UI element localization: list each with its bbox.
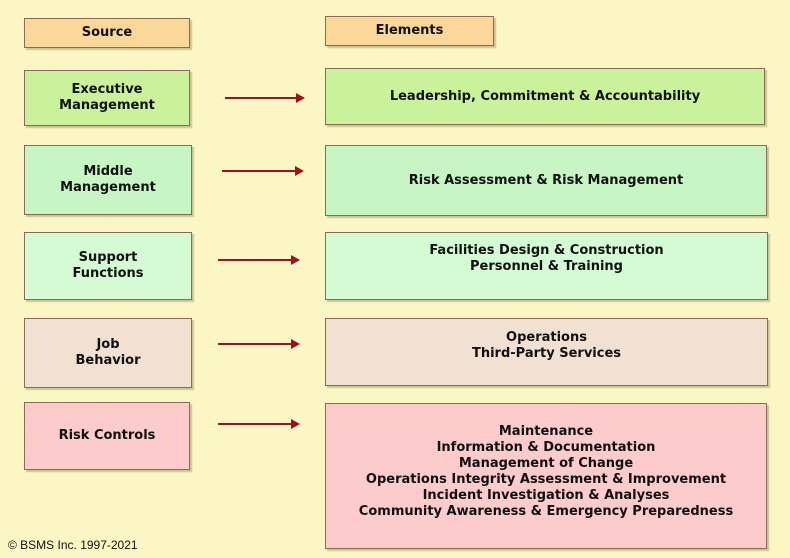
source-line: Behavior: [75, 353, 141, 368]
arrow-row-3: [218, 255, 300, 265]
elements-box-row-5: [325, 403, 767, 549]
element-line: Operations Integrity Assessment & Improvement: [365, 472, 727, 487]
copyright-text: © BSMS Inc. 1997-2021: [8, 538, 138, 552]
arrow-row-1: [225, 93, 305, 103]
source-line: Middle: [83, 164, 133, 179]
source-box-risk-controls: [24, 402, 190, 470]
source-line: Support: [78, 250, 138, 265]
source-box-executive-management: [24, 70, 190, 126]
elements-box-row-3: [325, 232, 768, 300]
source-header: [24, 18, 190, 48]
element-line: Personnel & Training: [470, 259, 623, 274]
source-line: Job: [96, 337, 120, 352]
source-line: Executive: [71, 82, 143, 97]
element-line: Operations: [506, 330, 587, 345]
arrow-row-2: [222, 166, 304, 176]
elements-box-row-4: [325, 318, 768, 386]
element-line: Third-Party Services: [471, 346, 622, 361]
source-line: Management: [59, 98, 155, 113]
source-box-support-functions: [24, 232, 192, 300]
source-box-middle-management: [24, 145, 192, 215]
arrow-row-4: [218, 339, 300, 349]
element-line: Incident Investigation & Analyses: [422, 488, 670, 503]
source-line: Risk Controls: [58, 428, 156, 443]
arrow-row-5: [218, 419, 300, 429]
source-line: Functions: [72, 266, 144, 281]
element-line: Community Awareness & Emergency Preparedness: [358, 504, 734, 519]
elements-box-row-2: [325, 145, 767, 216]
element-line: Maintenance: [498, 424, 594, 439]
source-box-job-behavior: [24, 318, 192, 388]
element-line: Facilities Design & Construction: [429, 243, 664, 258]
source-header-label: Source: [81, 25, 133, 40]
elements-header: [325, 16, 494, 46]
source-line: Management: [60, 180, 156, 195]
element-line: Information & Documentation: [436, 440, 656, 455]
elements-header-label: Elements: [375, 23, 444, 38]
element-line: Leadership, Commitment & Accountability: [389, 88, 701, 104]
element-line: Management of Change: [458, 456, 634, 471]
elements-box-row-1: [325, 68, 765, 125]
element-line: Risk Assessment & Risk Management: [408, 172, 684, 188]
